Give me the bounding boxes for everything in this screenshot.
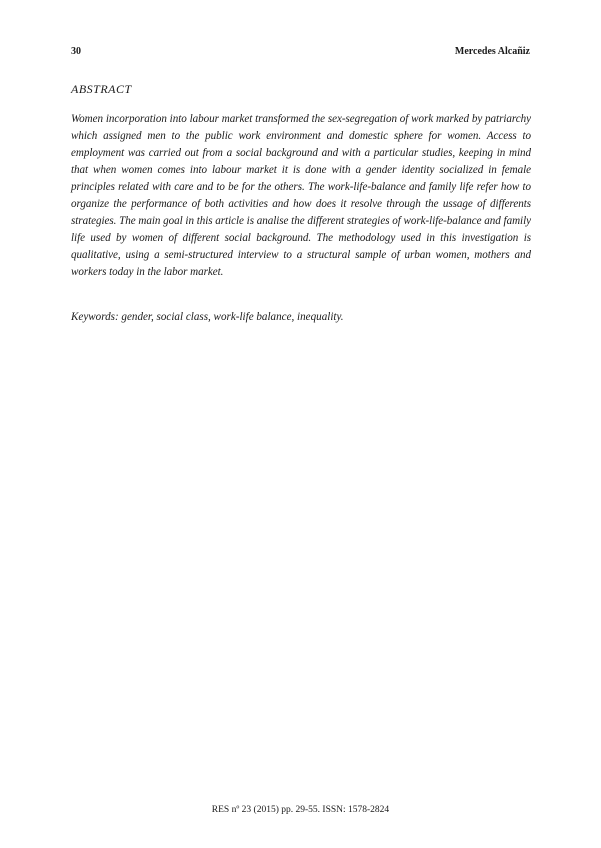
keywords-line: Keywords: gender, social class, work-life balance, inequality. (71, 311, 344, 323)
abstract-heading: ABSTRACT (71, 82, 132, 96)
footer-citation: RES nº 23 (2015) pp. 29-55. ISSN: 1578-2824 (211, 805, 390, 815)
page-number: 30 (71, 46, 81, 57)
running-head-author: Mercedes Alcañiz (454, 46, 530, 57)
abstract-paragraph: Women incorporation into labour market transformed the sex-segregation of work marked by patriarchy which assigned men to the public work environment and domestic sphere for women. Access to employment was carried out from a social background and with a particular studies, keeping in mind that when women comes into labour market it is done with a gender identity socialized in female principles related with care and to be for the others. The work-life-balance and family life refer how to organize the performance of both activities and how does it resolve through the ussage of differents strategies. The main goal in this article is analise the different strategies of work-life-balance and family life used by women of different social background. The methodology used in this investigation is qualitative, using a semi-structured interview to a structural sample of urban women, mothers and workers today in the labor market. (71, 113, 531, 278)
